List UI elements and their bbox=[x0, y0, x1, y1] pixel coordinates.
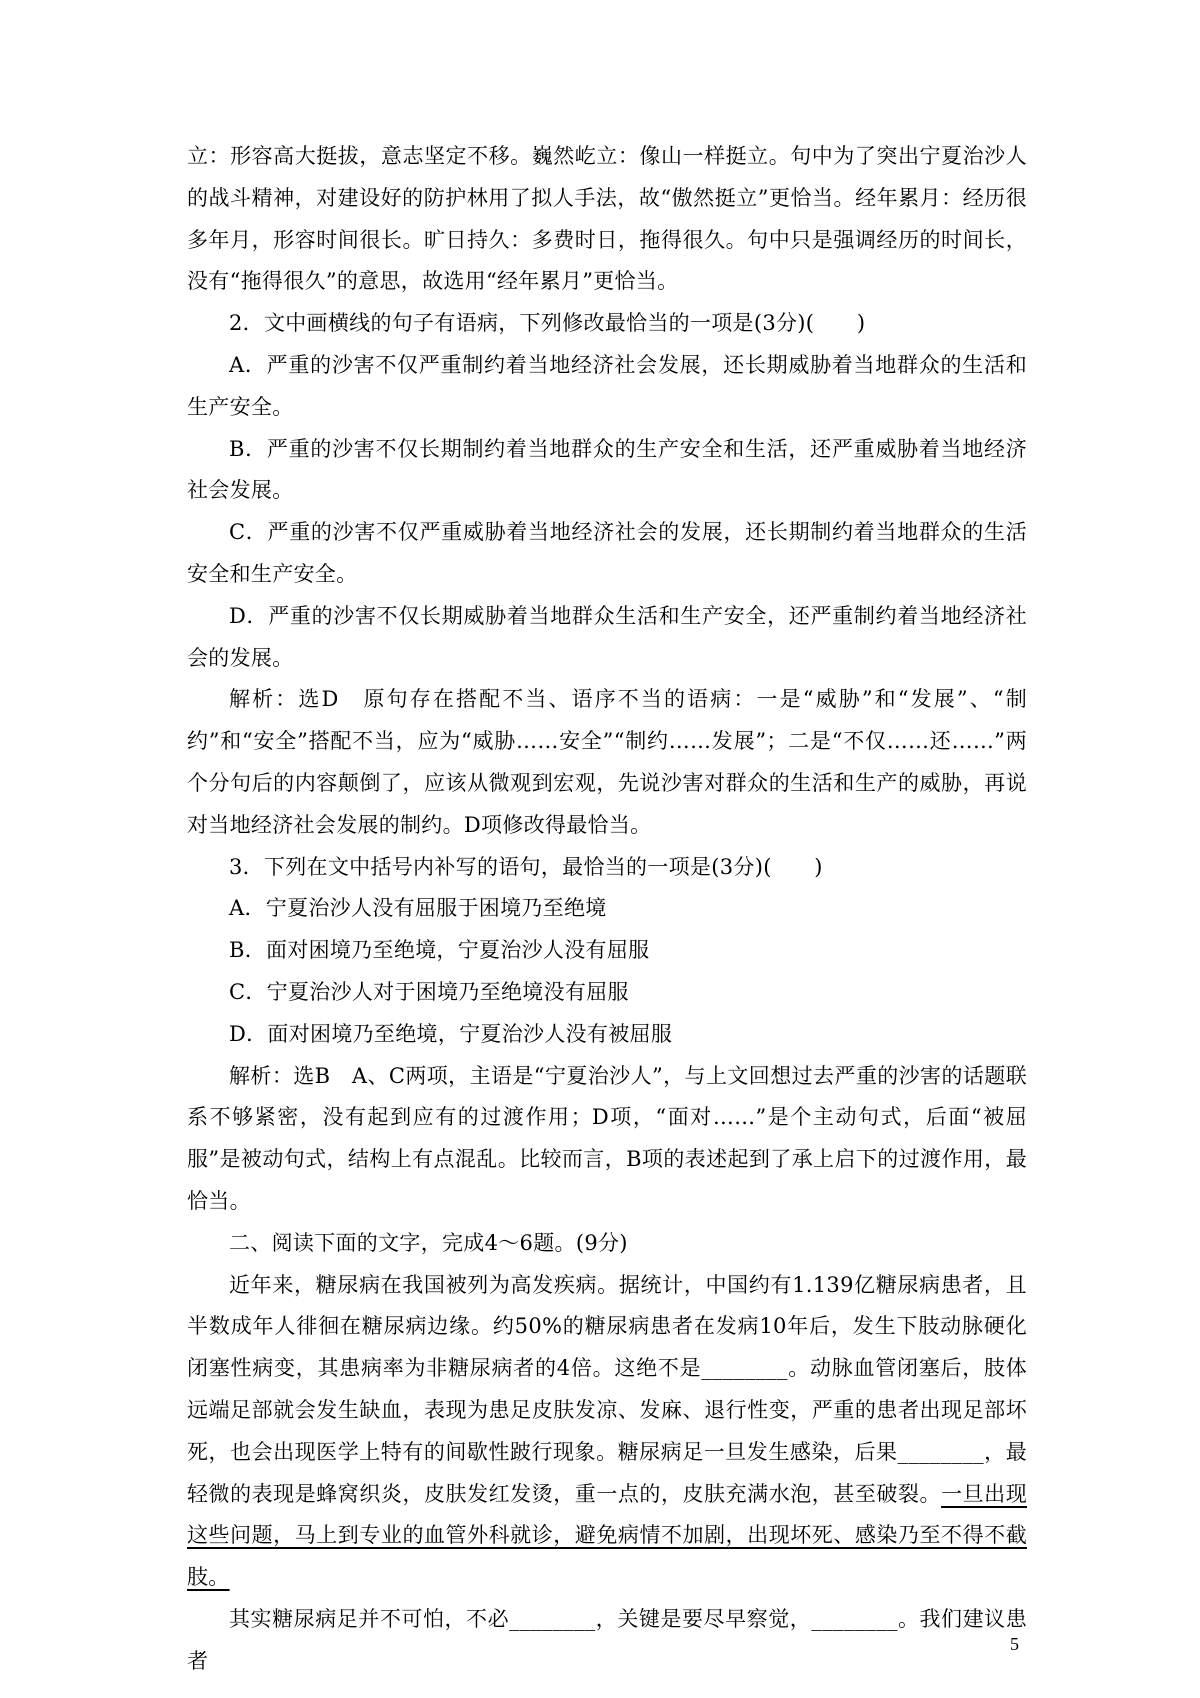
question-2-option-d: D．严重的沙害不仅长期威胁着当地群众生活和生产安全，还严重制约着当地经济社会的发展。 bbox=[187, 603, 1027, 670]
question-3-option-a: A．宁夏治沙人没有屈服于困境乃至绝境 bbox=[229, 896, 607, 921]
reading-passage-paragraph-2: 其实糖尿病足并不可怕，不必________，关键是要尽早察觉，________。我们建议患者 bbox=[187, 1606, 1027, 1673]
question-3-option-d: D．面对困境乃至绝境，宁夏治沙人没有被屈服 bbox=[229, 1021, 673, 1046]
question-2-explanation: 解析：选D 原句存在搭配不当、语序不当的语病：一是“威胁”和“发展”、“制约”和“安全”搭配不当，应为“威胁……安全”“制约……发展”；二是“不仅……还……”两个分句后的内容颠倒了，应该从微观到宏观，先说沙害对群众的生活和生产的威胁，再说对当地经济社会发展的制约。D项修改得最恰当。 bbox=[187, 687, 1027, 837]
passage-text: 近年来，糖尿病在我国被列为高发疾病。据统计，中国约有1.139亿糖尿病患者，且半数成年人徘徊在糖尿病边缘。约50%的糖尿病患者在发病10年后，发生下肢动脉硬化闭塞性病变，其患病率为非糖尿病者的4倍。这绝不是________。动脉血管闭塞后，肢体远端足部就会发生缺血，表现为患足皮肤发凉、发麻、退行性变，严重的患者出现足部坏死，也会出现医学上特有的间歇性跛行现象。糖尿病足一旦发生感染，后果________，最轻微的表现是蜂窝织炎，皮肤发红发烫，重一点的，皮肤充满水泡，甚至破裂。 bbox=[187, 1272, 1027, 1506]
reading-passage-paragraph-1 bbox=[187, 1265, 1027, 1599]
underlined-sentence: 一旦出现这些问题，马上到专业的血管外科就诊，避免病情不加剧，出现坏死、感染乃至不得不截肢。 bbox=[187, 1481, 1027, 1590]
page-number: 5 bbox=[1010, 1634, 1019, 1654]
question-2-stem: 2．文中画横线的句子有语病，下列修改最恰当的一项是(3分)( ) bbox=[229, 311, 866, 336]
question-2-option-a: A．严重的沙害不仅严重制约着当地经济社会发展，还长期威胁着当地群众的生活和生产安全。 bbox=[187, 352, 1027, 419]
question-3-stem: 3．下列在文中括号内补写的语句，最恰当的一项是(3分)( ) bbox=[229, 854, 823, 879]
question-3-option-c: C．宁夏治沙人对于困境乃至绝境没有屈服 bbox=[229, 979, 629, 1004]
question-3-option-b: B．面对困境乃至绝境，宁夏治沙人没有屈服 bbox=[229, 938, 650, 963]
question-2-option-c: C．严重的沙害不仅严重威胁着当地经济社会的发展，还长期制约着当地群众的生活安全和生产安全。 bbox=[187, 520, 1027, 586]
page-body bbox=[187, 136, 1027, 1682]
section-two-heading: 二、阅读下面的文字，完成4～6题。(9分) bbox=[229, 1230, 628, 1255]
question-2-option-b: B．严重的沙害不仅长期制约着当地群众的生产安全和生活，还严重威胁着当地经济社会发展。 bbox=[187, 436, 1027, 503]
answer-explanation-1-continued: 立：形容高大挺拔，意志坚定不移。巍然屹立：像山一样挺立。句中为了突出宁夏治沙人的战斗精神，对建设好的防护林用了拟人手法，故“傲然挺立”更恰当。经年累月：经历很多年月，形容时间很长。旷日持久：多费时日，拖得很久。句中只是强调经历的时间长，没有“拖得很久”的意思，故选用“经年累月”更恰当。 bbox=[187, 144, 1027, 294]
question-3-explanation: 解析：选B A、C两项，主语是“宁夏治沙人”，与上文回想过去严重的沙害的话题联系不够紧密，没有起到应有的过渡作用；D项，“面对……”是个主动句式，后面“被屈服”是被动句式，结构上有点混乱。比较而言，B项的表述起到了承上启下的过渡作用，最恰当。 bbox=[187, 1063, 1027, 1213]
